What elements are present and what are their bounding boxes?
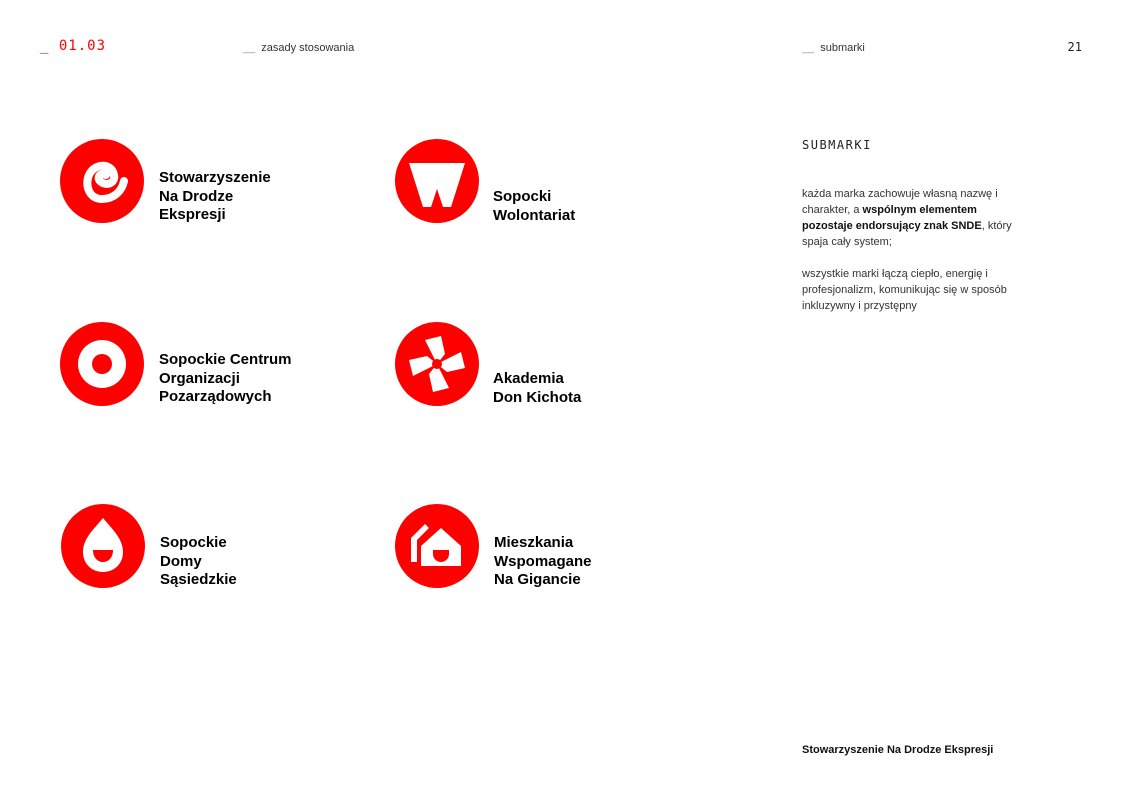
brand-line: Akademia [493, 370, 564, 387]
brand-line: Sąsiedzkie [160, 571, 237, 588]
brand-line: Na Gigancie [494, 571, 581, 588]
brand-line: Stowarzyszenie [159, 169, 271, 186]
brand-line: Mieszkania [494, 534, 574, 551]
brand-line: Pozarządowych [159, 388, 272, 405]
brand-name-domy-sasiedzkie [160, 534, 237, 590]
brand-line: Na Drodze [159, 187, 234, 205]
section-title [243, 42, 354, 54]
brand-name-wolontariat [493, 188, 575, 225]
brand-name-scop [159, 351, 292, 407]
brand-line: Organizacji [159, 369, 240, 387]
section-title-text: zasady stosowania [261, 42, 355, 54]
drop-smile-icon [61, 504, 145, 588]
swirl-e-icon [60, 139, 144, 223]
sidebar-paragraph-2: wszystkie marki łączą ciepło, energię i profesjonalizm, komunikując się w sposób inkluzywny i przystępny [802, 268, 1007, 312]
target-circle-icon [60, 322, 144, 406]
brand-line: Sopockie Centrum [159, 351, 292, 368]
brand-name-snde [159, 169, 271, 225]
section-title-dash: __ [243, 42, 256, 54]
section-number: _ 01.03 [40, 38, 107, 54]
sidebar-paragraph-1 [802, 186, 1012, 250]
para-emphasis: wspólnym elementem pozostaje endorsujący znak SNDE [802, 204, 982, 232]
house-icon [395, 504, 479, 588]
sidebar-title: SUBMARKI [802, 138, 872, 152]
brand-line: Domy [160, 552, 202, 570]
brand-line: Wolontariat [493, 206, 576, 224]
brand-name-mieszkania [494, 534, 592, 590]
w-shield-icon [395, 139, 479, 223]
page-number: 21 [1067, 40, 1082, 54]
brand-line: Sopocki [493, 188, 552, 205]
brand-line: Don Kichota [493, 388, 582, 406]
topic-text: submarki [820, 42, 865, 54]
para-text: każda marka zachowuje własną nazwę i charakter, a [802, 188, 998, 216]
brand-line: Wspomagane [494, 552, 592, 570]
windmill-icon [395, 322, 479, 406]
brand-name-don-kichota [493, 370, 581, 407]
brand-line: Ekspresji [159, 206, 226, 223]
para-text: , który spaja cały system; [802, 220, 1012, 248]
footer-org-name: Stowarzyszenie Na Drodze Ekspresji [802, 744, 994, 756]
brand-line: Sopockie [160, 534, 227, 551]
topic-dash: __ [802, 42, 815, 54]
topic-label [802, 42, 865, 54]
